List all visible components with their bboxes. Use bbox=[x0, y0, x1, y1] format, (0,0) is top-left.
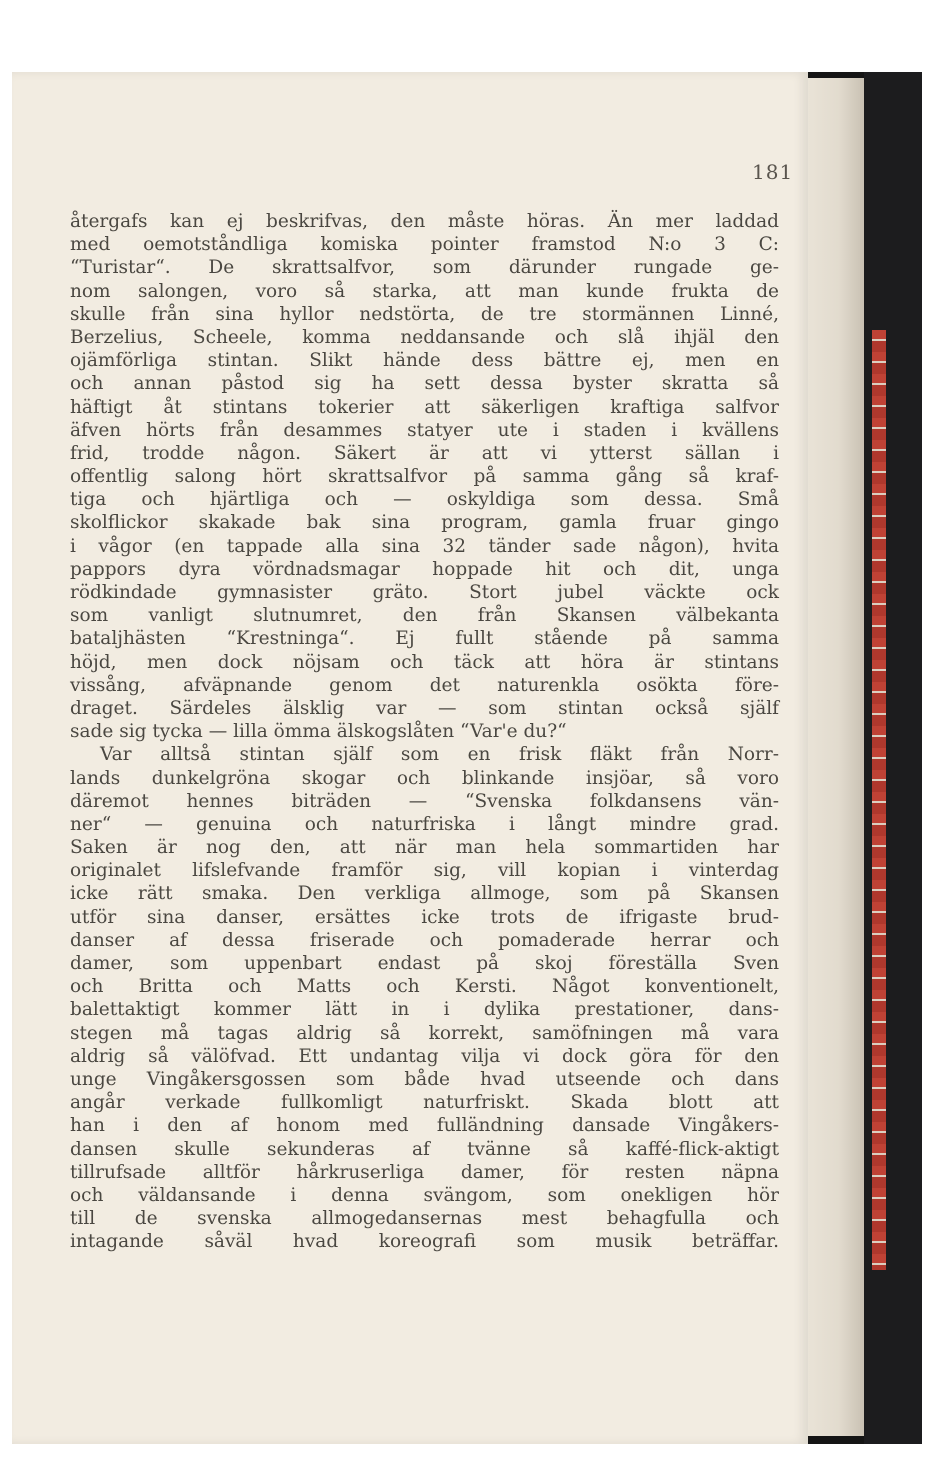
text-line: skulle från sina hyllor nedstörta, de tre stormännen Linné, bbox=[70, 303, 779, 325]
text-line: Saken är nog den, att när man hela sommartiden har bbox=[70, 837, 779, 859]
text-line: draget. Särdeles älsklig var — som stintan också själf bbox=[70, 697, 779, 719]
text-line: till de svenska allmogedansernas mest behagfulla och bbox=[70, 1208, 779, 1230]
text-line: tiga och hjärtliga och — oskyldiga som dessa. Små bbox=[70, 489, 779, 511]
text-line: “Turistar“. De skrattsalfvor, som därunder rungade ge- bbox=[70, 257, 779, 279]
text-line: tillrufsade alltför hårkruserliga damer, för resten näpna bbox=[70, 1161, 779, 1183]
text-line: frid, trodde någon. Säkert är att vi ytterst sällan i bbox=[70, 442, 779, 464]
text-line: sade sig tycka — lilla ömma älskogslåten “Var'e du?“ bbox=[70, 721, 567, 743]
text-line: lands dunkelgröna skogar och blinkande insjöar, så voro bbox=[70, 767, 779, 789]
body-text bbox=[70, 210, 779, 1253]
text-line: angår verkade fullkomligt naturfriskt. Skada blott att bbox=[70, 1092, 779, 1114]
text-line: offentlig salong hört skrattsalfvor på samma gång så kraf- bbox=[70, 466, 779, 488]
text-line: rödkindade gymnasister gräto. Stort jubel väckte ock bbox=[70, 582, 779, 603]
text-line: återgafs kan ej beskrifvas, den måste höras. Än mer laddad bbox=[70, 211, 779, 232]
text-line: skolflickor skakade bak sina program, gamla fruar gingo bbox=[70, 512, 779, 534]
text-line: äfven hörts från desammes statyer ute i staden i kvällens bbox=[70, 419, 779, 441]
text-line: danser af dessa friserade och pomaderade herrar och bbox=[70, 929, 779, 951]
text-line: Berzelius, Scheele, komma neddansande och slå ihjäl den bbox=[70, 326, 779, 348]
text-line: med oemotståndliga komiska pointer framstod N:o 3 C: bbox=[70, 234, 779, 256]
text-line: dansen skulle sekunderas af tvänne så kaffé-flick-aktigt bbox=[70, 1138, 779, 1160]
text-line: ner“ — genuina och naturfriska i långt mindre grad. bbox=[70, 813, 779, 835]
text-line: däremot hennes biträden — “Svenska folkdansens vän- bbox=[70, 790, 779, 812]
text-line: icke rätt smaka. Den verkliga allmoge, som på Skansen bbox=[70, 883, 779, 905]
text-line: och Britta och Matts och Kersti. Något konventionelt, bbox=[70, 976, 779, 998]
page-number: 181 bbox=[752, 160, 794, 184]
text-line: han i den af honom med fulländning dansade Vingåkers- bbox=[70, 1115, 779, 1137]
text-line: och annan påstod sig ha sett dessa byster skratta så bbox=[70, 373, 779, 395]
text-line: nom salongen, voro så starka, att man kunde frukta de bbox=[70, 280, 779, 302]
spine-red-edge bbox=[872, 330, 886, 1270]
text-line: stegen må tagas aldrig så korrekt, samöfningen må vara bbox=[70, 1022, 779, 1044]
text-line: utför sina danser, ersättes icke trots de ifrigaste brud- bbox=[70, 906, 779, 928]
text-line: vissång, afväpnande genom det naturenkla osökta före- bbox=[70, 674, 779, 696]
text-line: damer, som uppenbart endast på skoj föreställa Sven bbox=[70, 953, 779, 974]
text-line: Var alltså stintan själf som en frisk fläkt från Norr- bbox=[100, 744, 779, 766]
text-line: pappors dyra vördnadsmagar hoppade hit och dit, unga bbox=[70, 558, 779, 580]
text-line: i vågor (en tappade alla sina 32 tänder sade någon), hvita bbox=[70, 535, 779, 557]
page-edge bbox=[808, 78, 864, 1436]
text-line: höjd, men dock nöjsam och täck att höra är stintans bbox=[70, 651, 779, 673]
text-line: bataljhästen “Krestninga“. Ej fullt stående på samma bbox=[70, 628, 779, 650]
text-line: och väldansande i denna svängom, som onekligen hör bbox=[70, 1184, 779, 1206]
text-line: aldrig så välöfvad. Ett undantag vilja vi dock göra för den bbox=[70, 1045, 779, 1067]
text-line: originalet lifslefvande framför sig, vill kopian i vinterdag bbox=[70, 860, 779, 882]
text-line: balettaktigt kommer lätt in i dylika prestationer, dans- bbox=[70, 999, 779, 1021]
text-line: häftigt åt stintans tokerier att säkerligen kraftiga salfvor bbox=[70, 396, 779, 418]
text-line: intagande såväl hvad koreografi som musik beträffar. bbox=[70, 1231, 779, 1253]
text-line: ojämförliga stintan. Slikt hände dess bättre ej, men en bbox=[70, 350, 779, 372]
text-line: unge Vingåkersgossen som både hvad utseende och dans bbox=[70, 1068, 779, 1090]
text-line: som vanligt slutnumret, den från Skansen välbekanta bbox=[70, 605, 779, 627]
